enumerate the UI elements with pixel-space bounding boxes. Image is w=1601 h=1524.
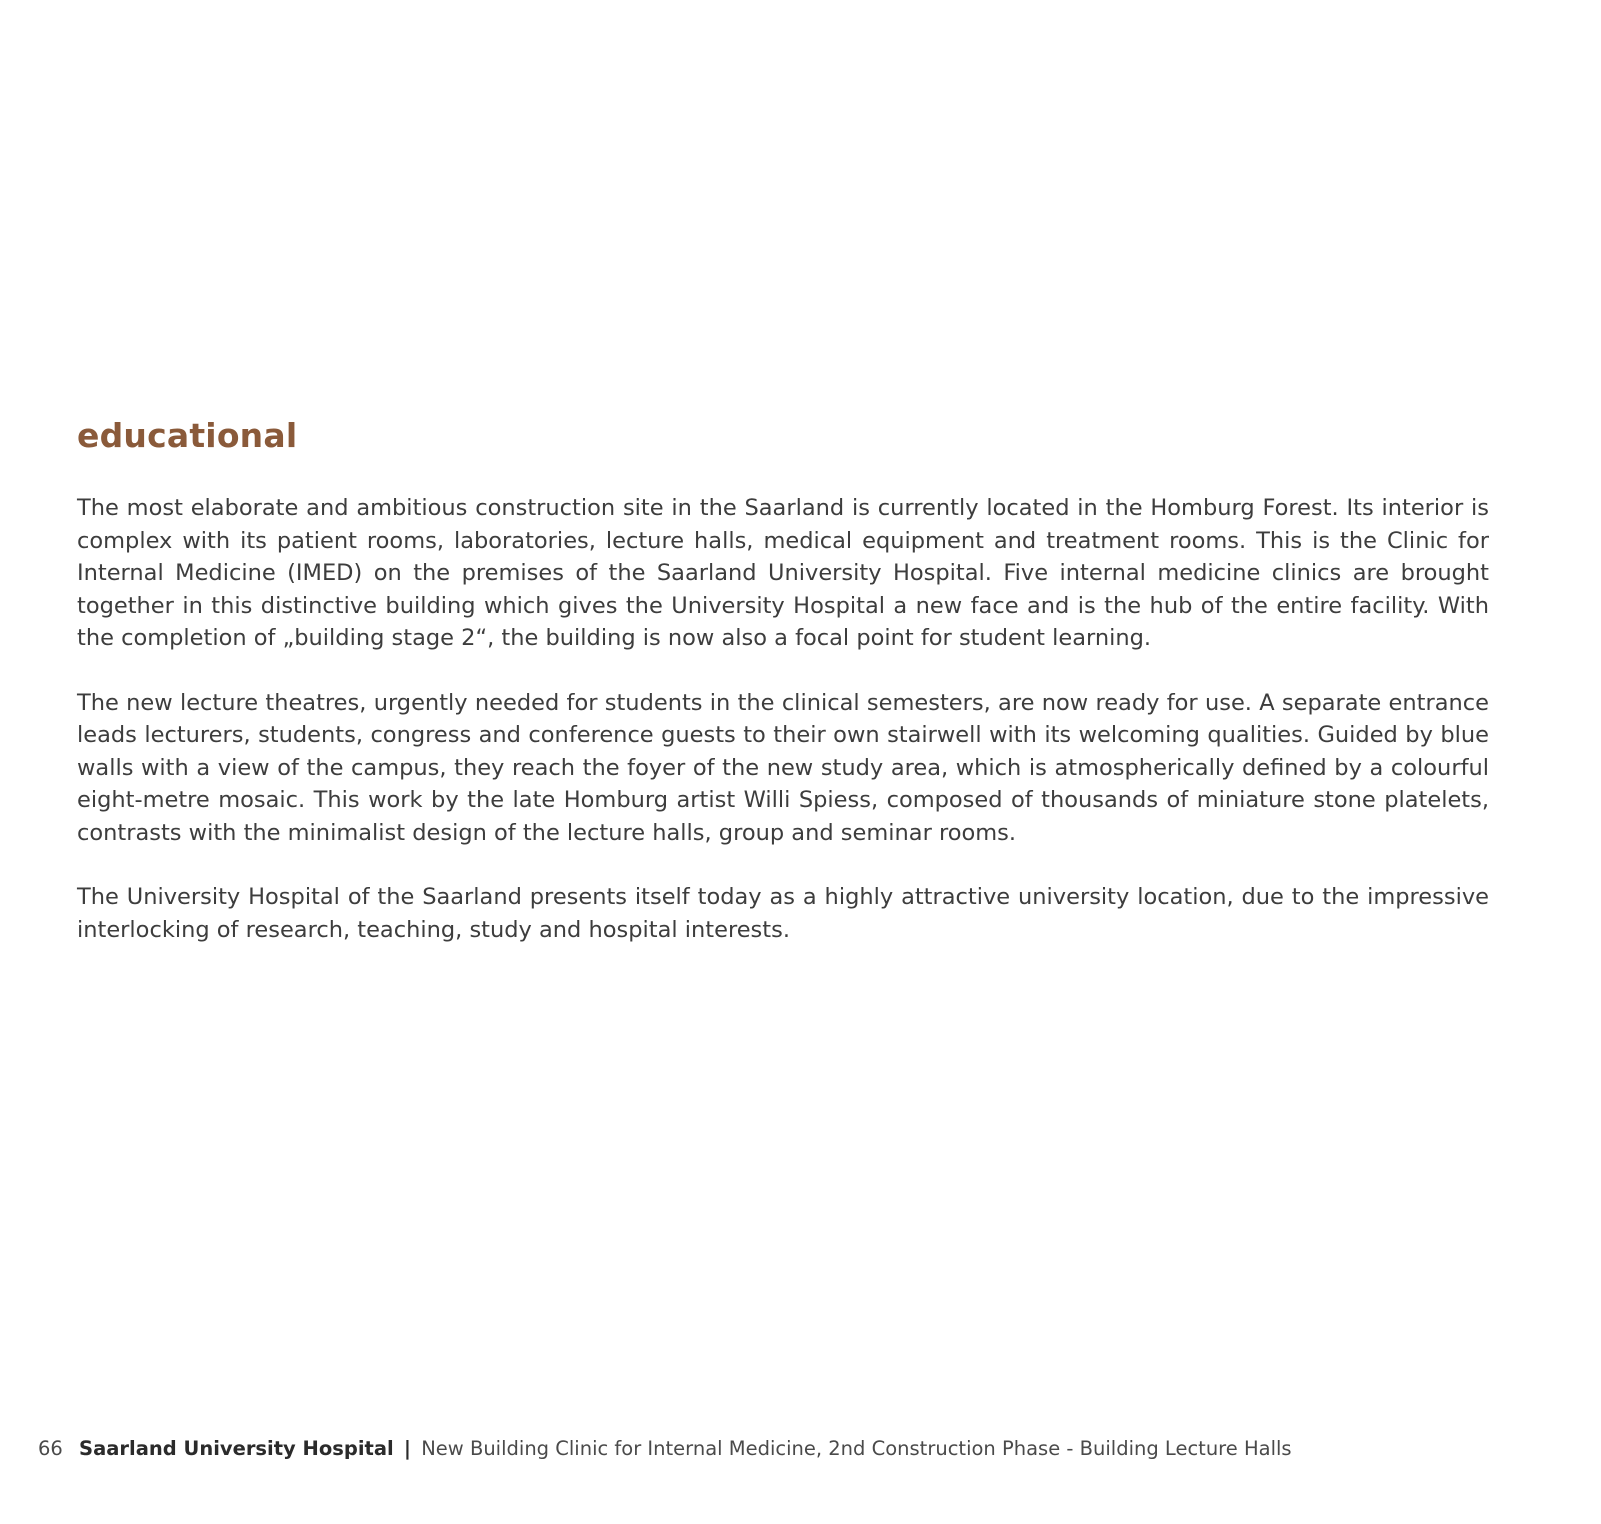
body-paragraph-2: The new lecture theatres, urgently needed for students in the clinical semesters, are now ready for use. A separate entrance leads lecturers, students, congress and conference guests to their own stairwell with its welcoming qualities. Guided by blue walls with a view of the campus, they reach the foyer of the new study area, which is atmospherically defined by a colourful eight-metre mosaic. This work by the late Homburg artist Willi Spiess, composed of thousands of miniature stone platelets, contrasts with the minimalist design of the lecture halls, group and seminar rooms. — [77, 689, 1489, 846]
page-content — [77, 418, 1489, 978]
body-paragraph-3: The University Hospital of the Saarland presents itself today as a highly attractive university location, due to the impressive interlocking of research, teaching, study and hospital interests. — [77, 884, 1489, 943]
footer-publication-title: New Building Clinic for Internal Medicine, 2nd Construction Phase - Building Lecture Halls — [421, 1437, 1292, 1460]
page-footer — [38, 1439, 1292, 1459]
footer-organization: Saarland University Hospital — [79, 1437, 394, 1460]
body-paragraph-1: The most elaborate and ambitious construction site in the Saarland is currently located in the Homburg Forest. Its interior is complex with its patient rooms, laboratories, lecture halls, medical equipment and treatment rooms. This is the Clinic for Internal Medicine (IMED) on the premises of the Saarland University Hospital. Five internal medicine clinics are brought together in this distinctive building which gives the University Hospital a new face and is the hub of the entire facility. With the completion of „building stage 2“, the building is now also a focal point for student learning. — [77, 495, 1489, 652]
footer-separator: | — [403, 1437, 412, 1460]
section-heading: educational — [77, 416, 298, 455]
page-number: 66 — [38, 1437, 63, 1460]
